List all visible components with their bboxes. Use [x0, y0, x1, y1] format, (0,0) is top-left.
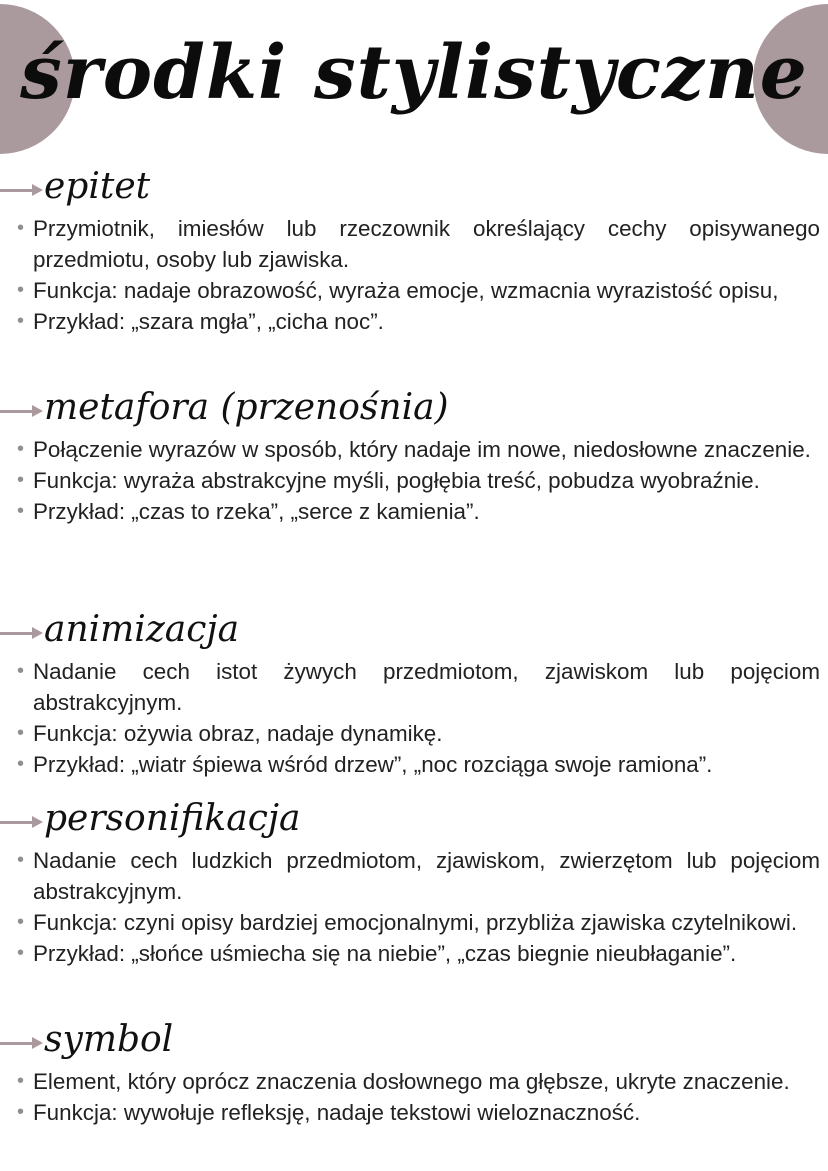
arrow-icon [0, 1042, 34, 1045]
section-heading: symbol [44, 1019, 174, 1060]
list-item-text: Przymiotnik, imiesłów lub rzeczownik określający cechy opisywanego przedmiotu, osoby lub zjawiska. [33, 216, 820, 272]
arrow-head-icon [32, 405, 43, 417]
bullet-icon: • [17, 753, 25, 775]
arrow-head-icon [32, 627, 43, 639]
bullet-icon: • [17, 1101, 25, 1123]
bullet-list [0, 434, 828, 527]
section-header [0, 165, 828, 213]
list-item [0, 718, 828, 749]
list-item [0, 1066, 828, 1097]
section-personifikacja [0, 797, 828, 969]
arrow-head-icon [32, 1037, 43, 1049]
bullet-icon: • [17, 660, 25, 682]
bullet-list [0, 213, 828, 337]
bullet-icon: • [17, 849, 25, 871]
list-item-text: Funkcja: wywołuje refleksję, nadaje tekstowi wieloznaczność. [33, 1100, 641, 1125]
section-epitet [0, 165, 828, 337]
section-heading: animizacja [44, 609, 240, 650]
bullet-icon: • [17, 942, 25, 964]
list-item-text: Funkcja: nadaje obrazowość, wyraża emocje, wzmacnia wyrazistość opisu, [33, 278, 779, 303]
bullet-icon: • [17, 1070, 25, 1092]
arrow-head-icon [32, 184, 43, 196]
arrow-head-icon [32, 816, 43, 828]
bullet-icon: • [17, 911, 25, 933]
list-item [0, 213, 828, 275]
section-heading: personifikacja [44, 798, 301, 839]
list-item [0, 465, 828, 496]
list-item-text: Przykład: „słońce uśmiecha się na niebie”, „czas biegnie nieubłaganie”. [33, 941, 737, 966]
list-item [0, 907, 828, 938]
section-header [0, 1018, 828, 1066]
bullet-icon: • [17, 438, 25, 460]
list-item-text: Funkcja: ożywia obraz, nadaje dynamikę. [33, 721, 443, 746]
list-item-text: Przykład: „szara mgła”, „cicha noc”. [33, 309, 384, 334]
section-header [0, 608, 828, 656]
list-item [0, 306, 828, 337]
arrow-icon [0, 189, 34, 192]
section-heading: epitet [44, 166, 151, 207]
list-item-text: Przykład: „czas to rzeka”, „serce z kamienia”. [33, 499, 480, 524]
section-animizacja [0, 608, 828, 780]
list-item-text: Nadanie cech ludzkich przedmiotom, zjawiskom, zwierzętom lub pojęciom abstrakcyjnym. [33, 848, 820, 904]
list-item-text: Funkcja: czyni opisy bardziej emocjonalnymi, przybliża zjawiska czytelnikowi. [33, 910, 798, 935]
bullet-icon: • [17, 500, 25, 522]
bullet-icon: • [17, 217, 25, 239]
list-item [0, 656, 828, 718]
arrow-icon [0, 632, 34, 635]
list-item [0, 938, 828, 969]
section-heading: metafora (przenośnia) [44, 387, 449, 428]
list-item-text: Przykład: „wiatr śpiewa wśród drzew”, „noc rozciąga swoje ramiona”. [33, 752, 713, 777]
section-metafora [0, 386, 828, 527]
list-item-text: Element, który oprócz znaczenia dosłownego ma głębsze, ukryte znaczenie. [33, 1069, 790, 1094]
bullet-icon: • [17, 722, 25, 744]
list-item-text: Nadanie cech istot żywych przedmiotom, zjawiskom lub pojęciom abstrakcyjnym. [33, 659, 820, 715]
bullet-icon: • [17, 279, 25, 301]
list-item [0, 275, 828, 306]
bullet-icon: • [17, 310, 25, 332]
arrow-icon [0, 410, 34, 413]
bullet-list [0, 845, 828, 969]
arrow-icon [0, 821, 34, 824]
list-item-text: Połączenie wyrazów w sposób, który nadaje im nowe, niedosłowne znaczenie. [33, 437, 811, 462]
list-item [0, 496, 828, 527]
list-item-text: Funkcja: wyraża abstrakcyjne myśli, pogłębia treść, pobudza wyobraźnie. [33, 468, 760, 493]
section-symbol [0, 1018, 828, 1128]
list-item [0, 434, 828, 465]
list-item [0, 845, 828, 907]
page-title: środki stylistyczne [20, 30, 808, 116]
section-header [0, 386, 828, 434]
bullet-list [0, 656, 828, 780]
bullet-icon: • [17, 469, 25, 491]
list-item [0, 749, 828, 780]
list-item [0, 1097, 828, 1128]
bullet-list [0, 1066, 828, 1128]
section-header [0, 797, 828, 845]
